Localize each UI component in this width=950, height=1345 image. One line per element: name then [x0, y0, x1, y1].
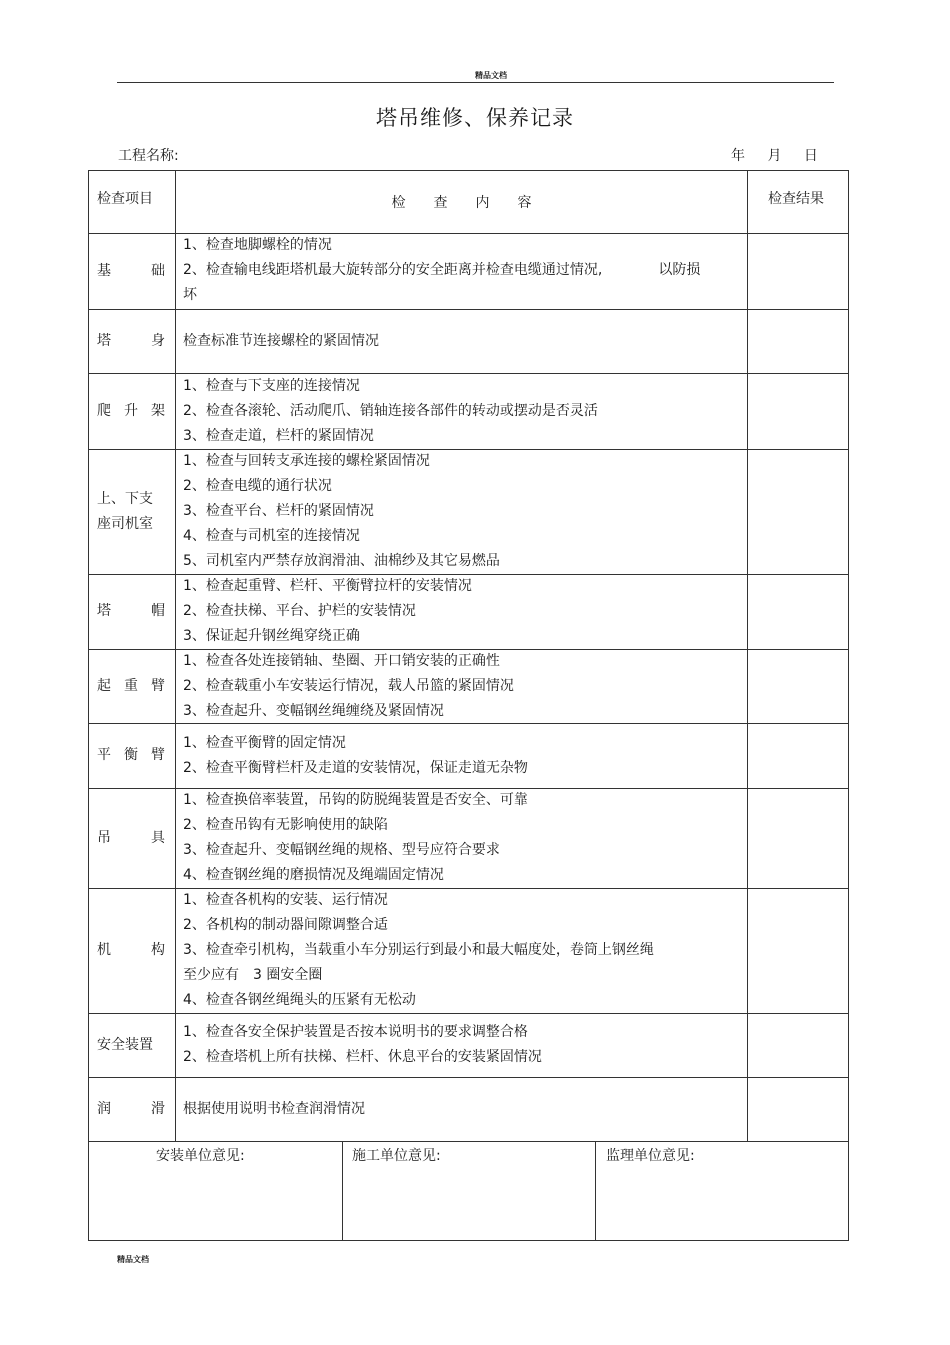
content-line: 2、检查塔机上所有扶梯、栏杆、休息平台的安装紧固情况: [183, 1049, 542, 1065]
row-item-label: 安全装置: [97, 1036, 153, 1053]
construction-unit-opinion: 施工单位意见:: [352, 1148, 441, 1164]
content-line: 4、检查各钢丝绳绳头的压紧有无松动: [183, 992, 416, 1008]
content-line: 3、检查牵引机构，当载重小车分别运行到最小和最大幅度处，卷筒上钢丝绳: [183, 942, 654, 958]
content-line: 3、检查起升、变幅钢丝绳的规格、型号应符合要求: [183, 842, 500, 858]
content-line: 1、检查各机构的安装、运行情况: [183, 892, 388, 908]
row-item-hook: [97, 788, 165, 888]
row-content-tower-cap: [183, 574, 743, 649]
content-line: 坏: [183, 287, 197, 303]
content-line: 2、检查载重小车安装运行情况，载人吊篮的紧固情况: [183, 677, 514, 694]
content-line: 2、检查吊钩有无影响使用的缺陷: [183, 817, 388, 833]
opinion-divider-2: [595, 1141, 596, 1241]
header-content-text: 检 查 内 容: [391, 194, 532, 211]
row-item-label: 平 衡 臂: [97, 747, 165, 763]
row-content-mechanism: [183, 888, 743, 1013]
header-result: 检查结果: [768, 191, 824, 207]
content-line: 3、检查走道，栏杆的紧固情况: [183, 427, 374, 444]
date-label: 年 月 日: [731, 148, 818, 164]
header-item: 检查项目: [97, 191, 153, 207]
row-item-label: 上、下支座司机室: [97, 490, 153, 532]
page-title: 塔吊维修、保养记录: [376, 106, 574, 130]
content-line: 1、检查各处连接销轴、垫圈、开口销安装的正确性: [183, 652, 500, 669]
row-item-tower-body: [97, 309, 165, 373]
row-content-jib: [183, 649, 743, 723]
content-line: 1、检查与下支座的连接情况: [183, 377, 360, 394]
opinion-divider-1: [342, 1141, 343, 1241]
supervision-unit-opinion: 监理单位意见:: [606, 1148, 695, 1164]
row-item-label: 吊 具: [97, 829, 165, 846]
row-item-lubrication: [97, 1077, 165, 1141]
row-item-label: 塔 身: [97, 332, 165, 349]
content-line: 4、检查与司机室的连接情况: [183, 528, 360, 544]
project-name-label: 工程名称:: [118, 148, 179, 164]
row-item-jib: [97, 649, 165, 723]
header-watermark: 精品文档: [475, 71, 507, 80]
content-line: 2、检查输电线距塔机最大旋转部分的安全距离并检查电缆通过情况, 以防损: [183, 262, 701, 278]
row-item-mechanism: [97, 888, 165, 1013]
content-line: 1、检查地脚螺栓的情况: [183, 237, 332, 253]
footer-watermark: 精品文档: [117, 1255, 149, 1264]
install-unit-opinion: 安装单位意见:: [156, 1148, 245, 1164]
content-line: 1、检查各安全保护装置是否按本说明书的要求调整合格: [183, 1024, 528, 1040]
col-divider-item: [175, 170, 176, 1141]
row-item-label: 起 重 臂: [97, 677, 165, 694]
content-line: 4、检查钢丝绳的磨损情况及绳端固定情况: [183, 867, 444, 883]
content-line: 根据使用说明书检查润滑情况: [183, 1100, 365, 1117]
content-line: 3、检查起升、变幅钢丝绳缠绕及紧固情况: [183, 702, 444, 719]
row-item-label: 机 构: [97, 942, 165, 958]
content-line: 1、检查起重臂、栏杆、平衡臂拉杆的安装情况: [183, 578, 472, 594]
content-line: 2、检查平衡臂栏杆及走道的安装情况，保证走道无杂物: [183, 759, 528, 776]
header-content: [176, 170, 747, 233]
row-item-safety-device: [97, 1013, 165, 1077]
content-line: 检查标准节连接螺栓的紧固情况: [183, 332, 379, 349]
content-line: 3、保证起升钢丝绳穿绕正确: [183, 628, 360, 644]
row-item-label: 塔 帽: [97, 603, 165, 619]
row-item-label: 基 础: [97, 262, 165, 279]
row-content-safety-device: [183, 1013, 743, 1077]
row-item-label: 润 滑: [97, 1100, 165, 1117]
header-rule: [117, 82, 834, 83]
row-content-foundation: [183, 233, 743, 309]
row-item-label: 爬 升 架: [97, 402, 165, 419]
row-item-counter-jib: [97, 723, 165, 788]
col-divider-result: [747, 170, 748, 1141]
row-item-support-cab: [97, 449, 165, 574]
content-line: 2、检查扶梯、平台、护栏的安装情况: [183, 603, 416, 619]
row-content-lubrication: [183, 1077, 743, 1141]
content-line: 1、检查与回转支承连接的螺栓紧固情况: [183, 453, 430, 469]
row-item-climbing-frame: [97, 373, 165, 449]
row-content-climbing-frame: [183, 373, 743, 449]
row-content-hook: [183, 788, 743, 888]
row-item-tower-cap: [97, 574, 165, 649]
row-content-tower-body: [183, 309, 743, 373]
content-line: 2、检查各滚轮、活动爬爪、销轴连接各部件的转动或摆动是否灵活: [183, 402, 598, 419]
content-line: 2、检查电缆的通行状况: [183, 478, 332, 494]
content-line: 1、检查平衡臂的固定情况: [183, 734, 346, 751]
content-line: 1、检查换倍率装置，吊钩的防脱绳装置是否安全、可靠: [183, 792, 528, 808]
row-item-foundation: [97, 233, 165, 309]
row-divider: [88, 1141, 849, 1142]
row-content-counter-jib: [183, 723, 743, 788]
content-line: 5、司机室内严禁存放润滑油、油棉纱及其它易燃品: [183, 553, 500, 569]
content-line: 2、各机构的制动器间隙调整合适: [183, 917, 388, 933]
row-content-support-cab: [183, 449, 743, 574]
content-line: 至少应有 3 圈安全圈: [183, 967, 323, 983]
content-line: 3、检查平台、栏杆的紧固情况: [183, 503, 374, 519]
